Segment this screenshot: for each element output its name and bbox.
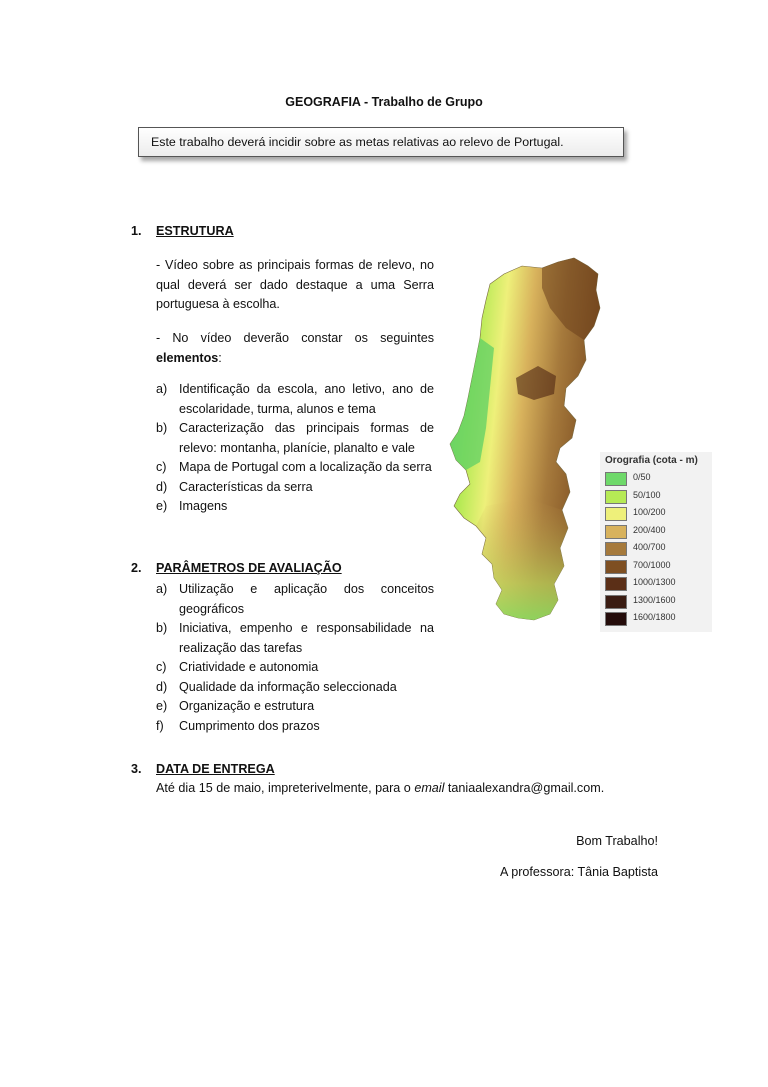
list-item-text: Caracterização das principais formas de relevo: montanha, planície, planalto e vale (179, 421, 434, 455)
list-item-text: Qualidade da informação seleccionada (179, 679, 397, 694)
legend-swatch (605, 560, 627, 574)
list-item-text: Características da serra (179, 479, 313, 494)
teacher-signature: A professora: Tânia Baptista (500, 865, 658, 879)
legend-label: 200/400 (633, 524, 666, 535)
legend-swatch (605, 542, 627, 556)
section-2-list (156, 580, 434, 736)
list-item (156, 580, 434, 619)
list-item (156, 380, 434, 419)
list-item (156, 419, 434, 458)
list-item (156, 717, 434, 737)
section-2-title: PARÂMETROS DE AVALIAÇÃO (156, 561, 342, 575)
delivery-text-start: Até dia 15 de maio, impreterivelmente, para o (156, 781, 415, 795)
delivery-email-address: taniaalexandra@gmail.com. (444, 781, 605, 795)
intro-box: Este trabalho deverá incidir sobre as metas relativas ao relevo de Portugal. (138, 127, 624, 157)
legend-item (605, 577, 705, 591)
legend-label: 0/50 (633, 472, 651, 482)
section-3-number: 3. (131, 762, 142, 776)
list-item-text: Mapa de Portugal com a localização da serra (179, 460, 432, 474)
legend-swatch (605, 507, 627, 521)
legend-swatch (605, 525, 627, 539)
list-marker: d) (156, 679, 168, 694)
list-item (156, 497, 434, 517)
list-marker: c) (156, 660, 167, 674)
section-1-paragraph-elements (156, 329, 434, 368)
section-1-list (156, 380, 434, 517)
legend-item (605, 525, 705, 539)
list-item-text: Criatividade e autonomia (179, 660, 319, 674)
list-marker: d) (156, 479, 168, 494)
list-item (156, 658, 434, 678)
section-3-title: DATA DE ENTREGA (156, 762, 275, 776)
list-marker: a) (156, 582, 168, 596)
section-2-number: 2. (131, 561, 142, 575)
list-marker: e) (156, 699, 168, 713)
list-item-text: Imagens (179, 499, 228, 513)
legend-label: 1600/1800 (633, 612, 676, 622)
legend-swatch (605, 490, 627, 504)
legend-label: 50/100 (633, 489, 661, 500)
colon: : (218, 350, 222, 365)
list-marker: b) (156, 421, 168, 435)
legend-item (605, 507, 705, 521)
legend-item (605, 560, 705, 574)
delivery-text (156, 781, 656, 795)
legend-item (605, 472, 705, 486)
legend-swatch (605, 612, 627, 626)
legend-title: Orografia (cota - m) (605, 455, 698, 466)
list-item (156, 619, 434, 658)
legend-item (605, 490, 705, 504)
legend-label: 400/700 (633, 542, 666, 552)
paragraph-text: - No vídeo deverão constar os seguintes (156, 331, 434, 345)
list-marker: f) (156, 718, 164, 733)
legend-label: 1300/1600 (633, 594, 676, 605)
list-item-text: Identificação da escola, ano letivo, ano de escolaridade, turma, alunos e tema (179, 382, 434, 416)
legend-swatch (605, 577, 627, 591)
list-marker: a) (156, 382, 168, 396)
list-item-text: Cumprimento dos prazos (179, 718, 320, 733)
map-legend (600, 452, 712, 632)
legend-label: 700/1000 (633, 559, 671, 570)
list-item-text: Iniciativa, empenho e responsabilidade na realização das tarefas (179, 621, 434, 655)
legend-item (605, 612, 705, 626)
legend-item (605, 542, 705, 556)
legend-swatch (605, 472, 627, 486)
section-1-number: 1. (131, 224, 142, 238)
list-item-text: Utilização e aplicação dos conceitos geográficos (179, 582, 434, 616)
section-1-title: ESTRUTURA (156, 224, 234, 238)
closing-greeting: Bom Trabalho! (576, 834, 658, 848)
email-word: email (414, 781, 445, 795)
southern-lowlands-shading (476, 498, 568, 620)
legend-label: 1000/1300 (633, 577, 676, 587)
portugal-relief-map (446, 248, 716, 648)
list-item-text: Organização e estrutura (179, 699, 315, 713)
legend-swatch (605, 595, 627, 609)
list-item (156, 458, 434, 478)
list-marker: e) (156, 499, 168, 513)
legend-label: 100/200 (633, 507, 666, 517)
list-marker: c) (156, 460, 167, 474)
list-marker: b) (156, 621, 168, 635)
list-item (156, 697, 434, 717)
elements-bold: elementos (156, 350, 219, 365)
list-item (156, 478, 434, 498)
section-1-paragraph-video: - Vídeo sobre as principais formas de relevo, no qual deverá ser dado destaque a uma Serra portuguesa à escolha. (156, 258, 434, 311)
legend-item (605, 595, 705, 609)
document-title: GEOGRAFIA - Trabalho de Grupo (285, 95, 483, 109)
list-item (156, 678, 434, 698)
